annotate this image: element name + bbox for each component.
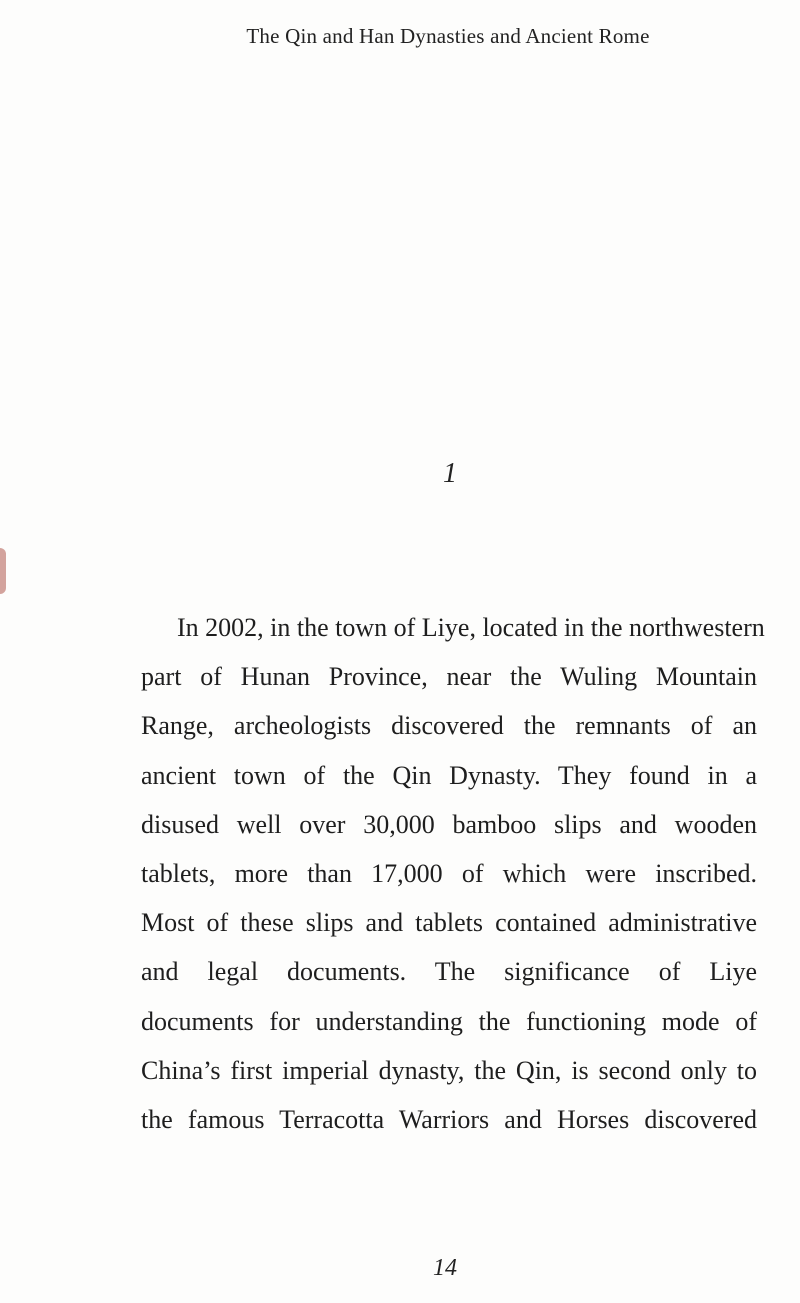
chapter-number: 1: [443, 458, 457, 489]
paragraph-line: Most of these slips and tablets contained administrative: [141, 908, 757, 938]
body-paragraph: [141, 603, 765, 1144]
paragraph-line: and legal documents. The significance of Liye: [141, 957, 757, 987]
paragraph-line: documents for understanding the functioning mode of: [141, 1006, 757, 1036]
paragraph-line: part of Hunan Province, near the Wuling Mountain: [141, 662, 757, 692]
running-head: The Qin and Han Dynasties and Ancient Rome: [246, 24, 650, 48]
page-number: 14: [433, 1255, 457, 1281]
paragraph-line: tablets, more than 17,000 of which were inscribed.: [141, 858, 757, 888]
paragraph-line: disused well over 30,000 bamboo slips and wooden: [141, 809, 757, 839]
paragraph-line: China’s first imperial dynasty, the Qin, is second only to: [141, 1055, 757, 1085]
paragraph-line: Range, archeologists discovered the remnants of an: [141, 711, 757, 741]
page-edge-mark: [0, 548, 6, 594]
paragraph-line: ancient town of the Qin Dynasty. They found in a: [141, 760, 757, 790]
paragraph-line: In 2002, in the town of Liye, located in the northwestern: [177, 613, 765, 642]
paragraph-line: the famous Terracotta Warriors and Horses discovered: [141, 1104, 757, 1134]
